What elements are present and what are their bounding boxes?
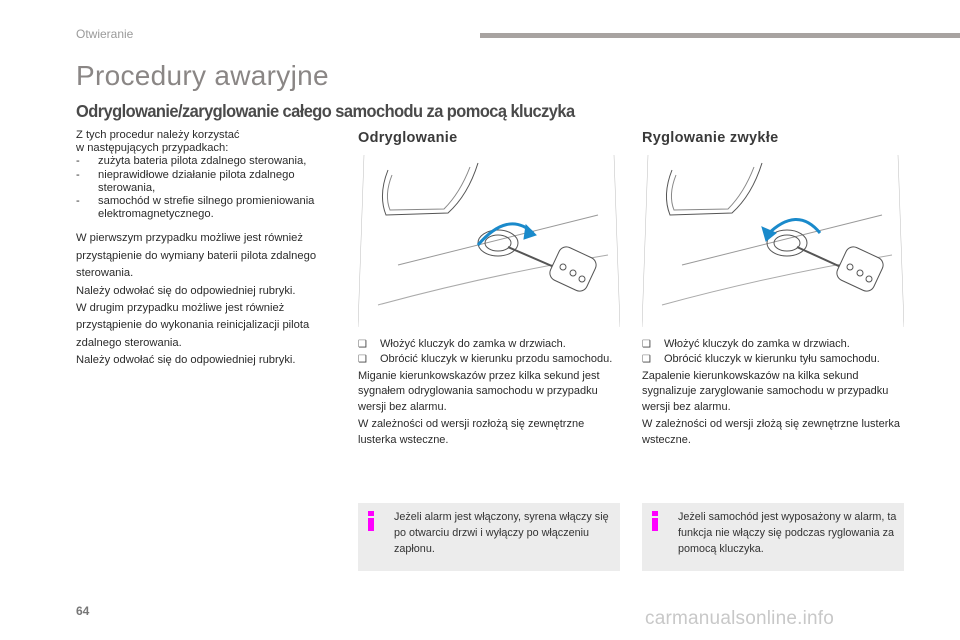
- list-item: [76, 155, 341, 168]
- unlock-info-text: Jeżeli alarm jest włączony, syrena włączy się po otwarciu drzwi i wyłączy po włączeniu zapłonu.: [394, 511, 609, 555]
- intro-line-2: w następujących przypadkach:: [76, 142, 229, 155]
- checkbox-bullet-icon: ❑: [358, 354, 367, 365]
- intro-paragraph-2: Należy odwołać się do odpowiedniej rubryki.: [76, 284, 296, 297]
- step-text: Włożyć kluczyk do zamka w drzwiach.: [664, 338, 850, 350]
- list-item: [76, 195, 341, 221]
- unlock-paragraph-1: Miganie kierunkowskazów przez kilka sekund jest sygnałem odryglowania samochodu w przypadku wersji bez alarmu.: [358, 370, 600, 413]
- header-bar: [480, 33, 960, 38]
- checkbox-bullet-icon: ❑: [642, 339, 651, 350]
- watermark: carmanualsonline.info: [645, 608, 835, 629]
- unlock-instructions: [358, 337, 620, 448]
- intro-paragraph-1: W pierwszym przypadku możliwe jest również przystąpienie do wymiany baterii pilota zdalnego sterowania.: [76, 232, 317, 280]
- unlock-paragraph-2: W zależności od wersji rozłożą się zewnętrzne lusterka wsteczne.: [358, 418, 585, 446]
- list-item-text: zużyta bateria pilota zdalnego sterowania,: [98, 155, 307, 168]
- page-subtitle: Odryglowanie/zaryglowanie całego samochodu za pomocą kluczyka: [76, 101, 575, 121]
- lock-paragraph-2: W zależności od wersji złożą się zewnętrzne lusterka wsteczne.: [642, 418, 900, 446]
- intro-line-1: Z tych procedur należy korzystać: [76, 129, 240, 141]
- lock-instructions: [642, 337, 904, 448]
- list-item-text: nieprawidłowe działanie pilota zdalnego sterowania,: [98, 168, 295, 194]
- lock-paragraph-1: Zapalenie kierunkowskazów na kilka sekund sygnalizuje zaryglowanie samochodu w przypadku wersji bez alarmu.: [642, 370, 889, 413]
- step-text: Obrócić kluczyk w kierunku przodu samochodu.: [380, 353, 613, 365]
- info-icon: [368, 511, 374, 531]
- intro-column: [76, 129, 341, 370]
- section-label: Otwieranie: [76, 27, 134, 41]
- page-number: 64: [76, 604, 90, 618]
- list-item: [642, 337, 904, 352]
- intro-paragraph-3: W drugim przypadku możliwe jest również przystąpienie do wykonania reinicjalizacji pilota zdalnego sterowania.: [76, 302, 310, 349]
- unlock-info-box: [358, 503, 620, 571]
- info-icon: [652, 511, 658, 531]
- list-item: [358, 337, 620, 352]
- list-item-text: samochód w strefie silnego promieniowania elektromagnetycznego.: [98, 195, 315, 221]
- list-item: [642, 352, 904, 367]
- list-item: [358, 352, 620, 367]
- step-text: Obrócić kluczyk w kierunku tyłu samochodu.: [664, 353, 880, 365]
- lock-heading: Ryglowanie zwykłe: [642, 130, 779, 146]
- intro-paragraph-4: Należy odwołać się do odpowiedniej rubryki.: [76, 354, 296, 367]
- checkbox-bullet-icon: ❑: [358, 339, 367, 350]
- dash-marker: -: [76, 168, 80, 181]
- dash-marker: -: [76, 195, 80, 208]
- lock-info-text: Jeżeli samochód jest wyposażony w alarm, ta funkcja nie włączy się podczas ryglowania za pomocą kluczyka.: [678, 511, 897, 555]
- step-text: Włożyć kluczyk do zamka w drzwiach.: [380, 338, 566, 350]
- dash-marker: -: [76, 155, 80, 168]
- unlock-illustration: [358, 155, 620, 327]
- lock-info-box: [642, 503, 904, 571]
- checkbox-bullet-icon: ❑: [642, 354, 651, 365]
- intro-paragraphs: [76, 230, 341, 369]
- lock-illustration: [642, 155, 904, 327]
- unlock-heading: Odryglowanie: [358, 130, 458, 146]
- list-item: [76, 169, 341, 195]
- page-title: Procedury awaryjne: [76, 60, 329, 91]
